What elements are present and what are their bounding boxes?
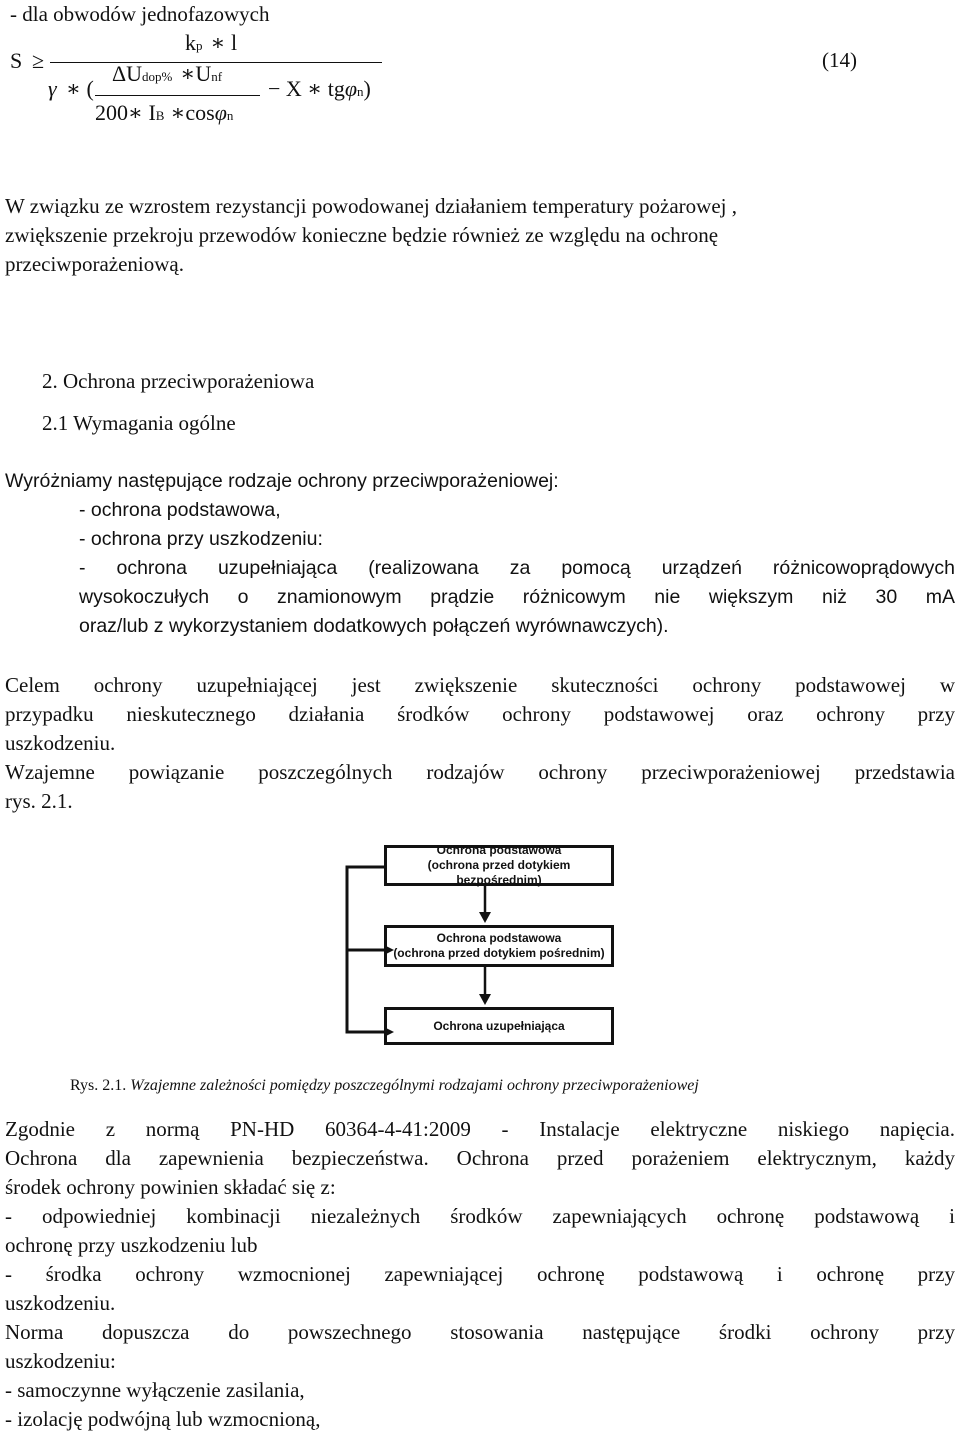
caption-text: Wzajemne zależności pomiędzy poszczególnymi rodzajami ochrony przeciwporażeniowej xyxy=(130,1077,699,1094)
list-item: - ochrona podstawowa, xyxy=(79,499,281,521)
list-item: - samoczynne wyłączenie zasilania, xyxy=(5,1378,305,1402)
text-line: ochronę przy uszkodzeniu lub xyxy=(5,1233,258,1257)
formula-numerator: kp ∗ l xyxy=(185,30,238,55)
figure-caption xyxy=(70,1071,699,1100)
list-item: oraz/lub z wykorzystaniem dodatkowych połączeń wyrównawczych). xyxy=(79,615,669,637)
formula-open: ∗ ( xyxy=(66,76,94,101)
text-line: Ochrona dla zapewnienia bezpieczeństwa. Ochrona przed porażeniem elektrycznym, każdy xyxy=(5,1146,955,1170)
protection-types-list xyxy=(5,467,955,641)
diagram-box-subtitle: (ochrona przed dotykiem pośrednim) xyxy=(393,946,605,960)
text-line: rys. 2.1. xyxy=(5,789,73,813)
text-line: - środka ochrony wzmocnionej zapewniającej ochronę podstawową i ochronę przy xyxy=(5,1262,955,1286)
text-line: - odpowiedniej kombinacji niezależnych środków zapewniających ochronę podstawową i xyxy=(5,1204,955,1228)
text-line: Wzajemne powiązanie poszczególnych rodzajów ochrony przeciwporażeniowej przedstawia xyxy=(5,760,955,784)
text-line: uszkodzeniu. xyxy=(5,731,116,755)
section-heading-2: 2. Ochrona przeciwporażeniowa xyxy=(42,369,315,393)
diagram-box-title: Ochrona uzupełniająca xyxy=(433,1018,565,1033)
formula-inner-fraction-bar xyxy=(95,95,260,96)
intro-line: - dla obwodów jednofazowych xyxy=(10,2,270,26)
text-line: Zgodnie z normą PN-HD 60364-4-41:2009 - Instalacje elektryczne niskiego napięcia. xyxy=(5,1117,955,1141)
diagram-box-title: Ochrona podstawowa xyxy=(436,931,562,945)
caption-prefix: Rys. 2.1. xyxy=(70,1077,127,1094)
text-line: uszkodzeniu: xyxy=(5,1349,116,1373)
text-line: zwiększenie przekroju przewodów konieczne będzie również ze względu na ochronę xyxy=(5,223,719,247)
section-heading-2-1: 2.1 Wymagania ogólne xyxy=(42,411,236,435)
text-line: przeciwporażeniową. xyxy=(5,252,184,276)
formula-number: (14) xyxy=(822,48,857,72)
diagram-box-basic-indirect xyxy=(384,925,614,967)
formula-inner-denominator: 200∗ IB ∗cosφn xyxy=(95,100,234,125)
formula-relation: ≥ xyxy=(32,48,45,73)
formula-lhs: S xyxy=(10,48,23,73)
list-item: wysokoczułych o znamionowym prądzie różnicowym nie większym niż 30 mA xyxy=(79,586,955,608)
diagram-box-basic-direct xyxy=(384,845,614,886)
formula-inner-numerator: ΔUdop% ∗Unf xyxy=(112,61,223,86)
formula-gamma: γ xyxy=(48,76,57,101)
list-item: - izolację podwójną lub wzmocnioną, xyxy=(5,1407,321,1431)
text-line: przypadku nieskutecznego działania środków ochrony podstawowej oraz ochrony przy xyxy=(5,702,955,726)
list-intro: Wyróżniamy następujące rodzaje ochrony przeciwporażeniowej: xyxy=(5,470,559,492)
paragraph-celem xyxy=(5,671,955,816)
text-line: środek ochrony powinien składać się z: xyxy=(5,1175,336,1199)
text-line: uszkodzeniu. xyxy=(5,1291,116,1315)
text-line: Celem ochrony uzupełniającej jest zwiększenie skuteczności ochrony podstawowej w xyxy=(5,673,955,697)
diagram-box-supplementary xyxy=(384,1007,614,1045)
list-item: - ochrona przy uszkodzeniu: xyxy=(79,528,323,550)
formula-tail: − X ∗ tgφn) xyxy=(268,76,371,101)
diagram-box-subtitle: (ochrona przed dotykiem bezpośrednim) xyxy=(427,858,571,887)
text-line: Norma dopuszcza do powszechnego stosowania następujące środki ochrony przy xyxy=(5,1320,955,1344)
paragraph-norma xyxy=(5,1115,955,1434)
text-line: W związku ze wzrostem rezystancji powodowanej działaniem temperatury pożarowej , xyxy=(5,194,737,218)
list-item: - ochrona uzupełniająca (realizowana za pomocą urządzeń różnicowoprądowych xyxy=(79,557,955,579)
paragraph-temperature xyxy=(5,192,955,279)
diagram-box-title: Ochrona podstawowa xyxy=(436,843,562,857)
